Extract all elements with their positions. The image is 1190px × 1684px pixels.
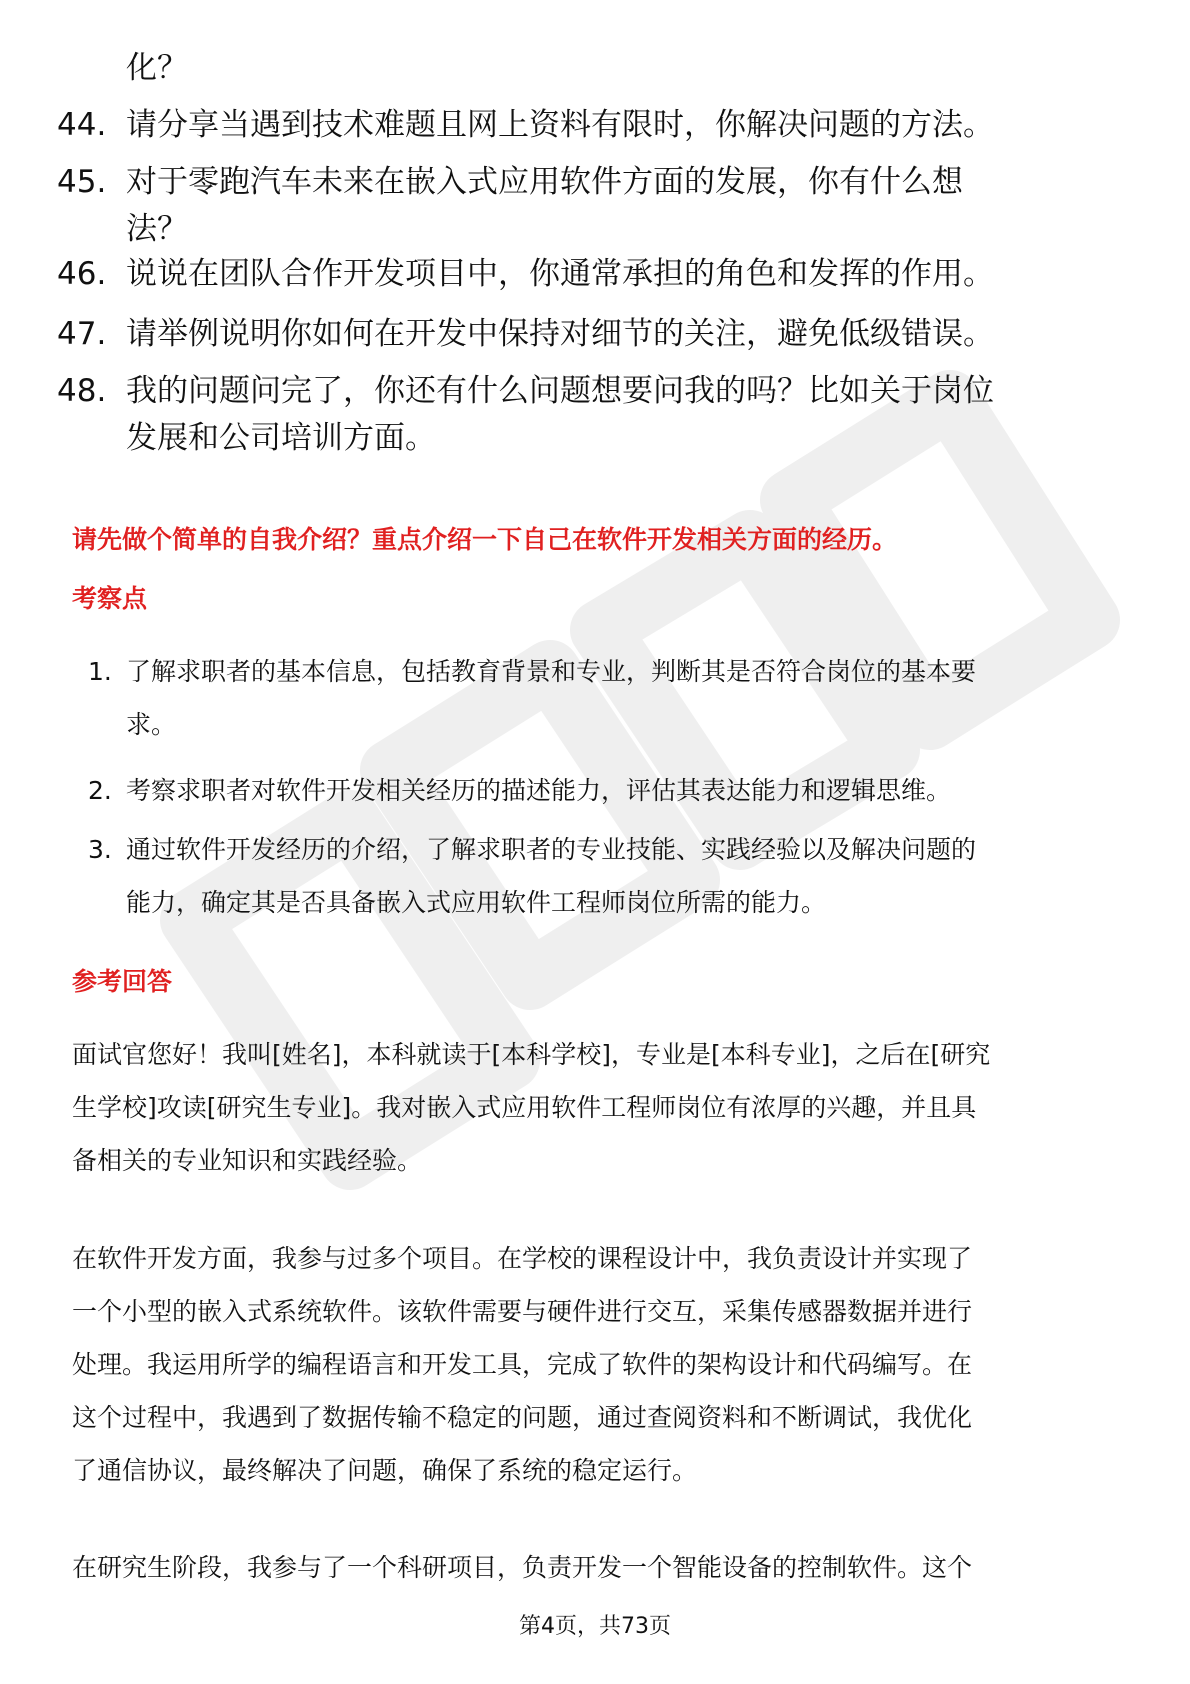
question-line: 发展和公司培训方面。 bbox=[126, 420, 436, 456]
answer-paragraph bbox=[72, 1232, 1122, 1497]
answer-line: 一个小型的嵌入式系统软件。该软件需要与硬件进行交互，采集传感器数据并进行 bbox=[72, 1297, 973, 1326]
answer-line: 在研究生阶段，我参与了一个科研项目，负责开发一个智能设备的控制软件。这个 bbox=[72, 1553, 973, 1582]
answer-line: 备相关的专业知识和实践经验。 bbox=[72, 1146, 423, 1175]
question-number: 46. bbox=[57, 256, 107, 292]
question-line: 法？ bbox=[126, 211, 188, 247]
answer-line: 这个过程中，我遇到了数据传输不稳定的问题，通过查阅资料和不断调试，我优化 bbox=[72, 1403, 973, 1432]
question-line: 请举例说明你如何在开发中保持对细节的关注，避免低级错误。 bbox=[126, 316, 994, 352]
page-footer: 第4页，共73页 bbox=[519, 1614, 671, 1639]
focus-point-text bbox=[126, 645, 1116, 751]
question-number: 47. bbox=[57, 316, 107, 352]
focus-point-line: 求。 bbox=[126, 710, 177, 739]
answer-line: 处理。我运用所学的编程语言和开发工具，完成了软件的架构设计和代码编写。在 bbox=[72, 1350, 973, 1379]
focus-point-line: 考察求职者对软件开发相关经历的描述能力，评估其表达能力和逻辑思维。 bbox=[126, 776, 952, 805]
answer-heading: 参考回答 bbox=[72, 967, 173, 996]
focus-point-text bbox=[126, 764, 1116, 817]
question-line: 说说在团队合作开发项目中，你通常承担的角色和发挥的作用。 bbox=[126, 256, 994, 292]
question-number: 44. bbox=[57, 107, 107, 143]
focus-point-number: 2. bbox=[88, 776, 112, 805]
focus-point-text bbox=[126, 823, 1116, 929]
focus-point-line: 通过软件开发经历的介绍，了解求职者的专业技能、实践经验以及解决问题的 bbox=[126, 835, 977, 864]
question-text bbox=[126, 159, 1126, 253]
answer-line: 生学校]攻读[研究生专业]。我对嵌入式应用软件工程师岗位有浓厚的兴趣，并且具 bbox=[72, 1093, 977, 1122]
focus-point-number: 3. bbox=[88, 835, 112, 864]
question-text bbox=[126, 251, 1126, 298]
answer-paragraph bbox=[72, 1541, 1122, 1594]
question-number: 48. bbox=[57, 373, 107, 409]
question-line: 对于零跑汽车未来在嵌入式应用软件方面的发展，你有什么想 bbox=[126, 164, 963, 200]
answer-line: 了通信协议，最终解决了问题，确保了系统的稳定运行。 bbox=[72, 1456, 698, 1485]
focus-point-number: 1. bbox=[88, 657, 112, 686]
question-text bbox=[126, 102, 1126, 149]
question-text bbox=[126, 45, 1126, 92]
answer-line: 在软件开发方面，我参与过多个项目。在学校的课程设计中，我负责设计并实现了 bbox=[72, 1244, 973, 1273]
question-text bbox=[126, 368, 1126, 462]
question-line: 化？ bbox=[126, 50, 188, 86]
focus-heading: 考察点 bbox=[72, 584, 148, 613]
focus-point-line: 了解求职者的基本信息，包括教育背景和专业，判断其是否符合岗位的基本要 bbox=[126, 657, 977, 686]
answer-line: 面试官您好！我叫[姓名]，本科就读于[本科学校]，专业是[本科专业]，之后在[研究 bbox=[72, 1040, 991, 1069]
answer-paragraph bbox=[72, 1028, 1122, 1187]
question-line: 请分享当遇到技术难题且网上资料有限时，你解决问题的方法。 bbox=[126, 107, 994, 143]
question-number: 45. bbox=[57, 164, 107, 200]
question-text bbox=[126, 311, 1126, 358]
question-line: 我的问题问完了，你还有什么问题想要问我的吗？比如关于岗位 bbox=[126, 373, 994, 409]
focus-point-line: 能力，确定其是否具备嵌入式应用软件工程师岗位所需的能力。 bbox=[126, 888, 827, 917]
section-question-title: 请先做个简单的自我介绍？重点介绍一下自己在软件开发相关方面的经历。 bbox=[72, 525, 898, 554]
